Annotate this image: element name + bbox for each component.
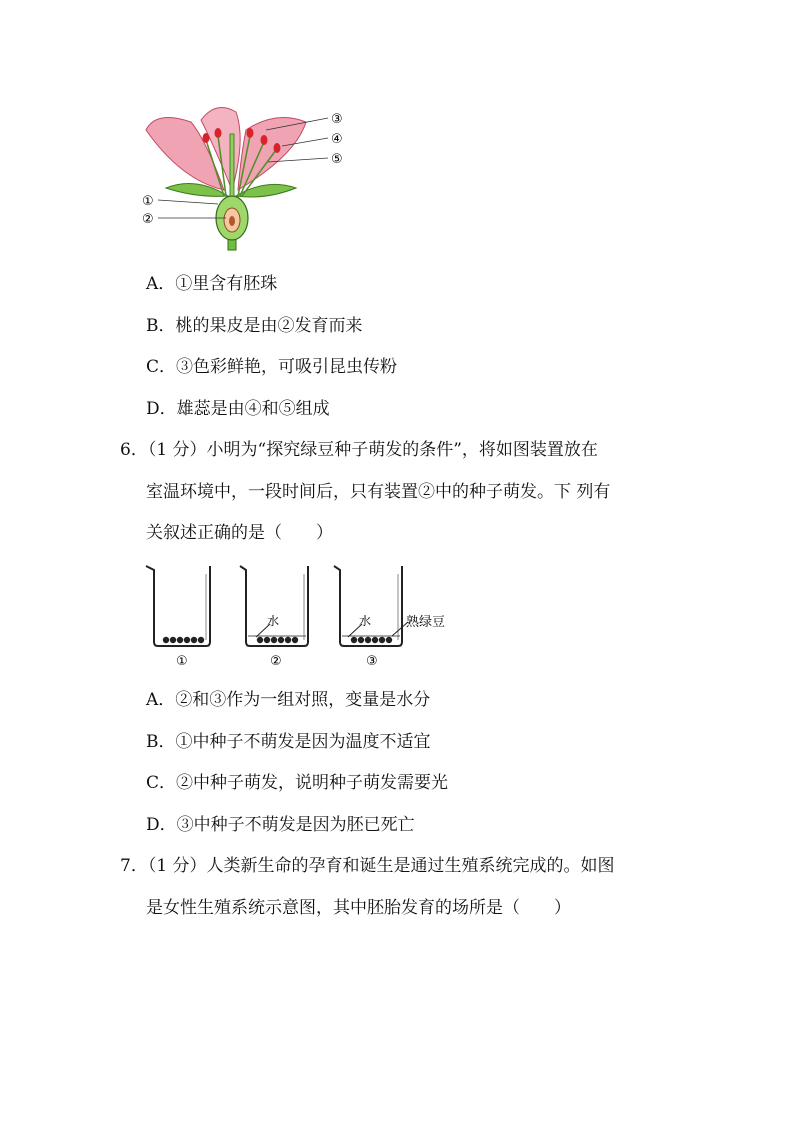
- q6-stem-line1: 6．（1 分）小明为“探究绿豆种子萌发的条件”，将如图装置放在: [120, 440, 598, 460]
- q6-stem-line2: 室温环境中，一段时间后，只有装置②中的种子萌发。下 列有: [146, 482, 611, 502]
- callout-3: ③: [331, 112, 343, 127]
- q6-option-d: D．③中种子不萌发是因为胚已死亡: [146, 815, 415, 835]
- q6-option-b: B．①中种子不萌发是因为温度不适宜: [146, 732, 431, 752]
- beaker-2-water-label: 水: [267, 614, 280, 628]
- callout-1: ①: [142, 194, 154, 209]
- q6-stem-line3: 关叙述正确的是（ ）: [146, 523, 333, 543]
- flower-diagram: [136, 100, 376, 260]
- callout-4: ④: [331, 132, 343, 147]
- beaker-3-cooked-beans-label: 熟绿豆: [406, 615, 446, 630]
- beaker-3-label: ③: [366, 654, 378, 669]
- q5-option-b: B．桃的果皮是由②发育而来: [146, 316, 363, 336]
- beaker-3-water-label: 水: [359, 614, 372, 628]
- callout-2: ②: [142, 212, 154, 227]
- q6-option-a: A．②和③作为一组对照，变量是水分: [146, 690, 431, 710]
- beaker-1: [146, 566, 210, 669]
- callout-5: ⑤: [331, 152, 343, 167]
- beaker-1-label: ①: [176, 654, 188, 669]
- q5-option-d: D．雄蕊是由④和⑤组成: [146, 399, 330, 419]
- beaker-3: [334, 566, 445, 669]
- q5-option-c: C．③色彩鲜艳，可吸引昆虫传粉: [146, 357, 398, 377]
- q5-option-a: A．①里含有胚珠: [146, 274, 278, 294]
- q6-option-c: C．②中种子萌发，说明种子萌发需要光: [146, 773, 449, 793]
- beaker-diagram: [136, 560, 476, 675]
- q7-stem-line2: 是女性生殖系统示意图，其中胚胎发育的场所是（ ）: [146, 898, 571, 918]
- q7-stem-line1: 7．（1 分）人类新生命的孕育和诞生是通过生殖系统完成的。如图: [120, 856, 615, 876]
- beaker-2: [240, 566, 308, 669]
- beaker-2-label: ②: [270, 654, 282, 669]
